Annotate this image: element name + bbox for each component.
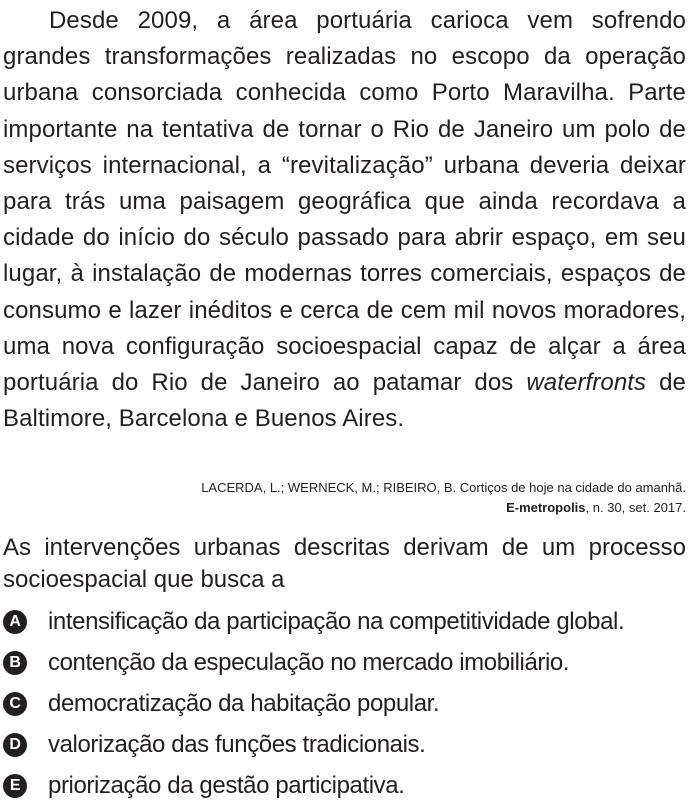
citation-journal: E-metropolis xyxy=(506,500,586,515)
option-b[interactable] xyxy=(3,642,693,683)
option-text: democratização da habitação popular. xyxy=(48,689,440,717)
option-a[interactable] xyxy=(3,601,693,642)
passage-text xyxy=(3,3,686,437)
option-letter-bubble: A xyxy=(3,610,27,634)
passage-ending: de Baltimore, Barcelona e Buenos Aires. xyxy=(3,369,686,433)
option-text: priorização da gestão participativa. xyxy=(48,771,405,799)
option-text: intensificação da participação na competitividade global. xyxy=(48,607,625,635)
option-letter-bubble: B xyxy=(3,651,27,675)
option-c[interactable] xyxy=(3,683,693,724)
option-d[interactable] xyxy=(3,724,693,765)
option-text: valorização das funções tradicionais. xyxy=(48,730,426,758)
option-text: contenção da especulação no mercado imobiliário. xyxy=(48,648,570,676)
citation-journal-line xyxy=(26,498,686,518)
citation-details: , n. 30, set. 2017. xyxy=(585,500,686,515)
option-e[interactable] xyxy=(3,765,693,806)
citation-authors-title: LACERDA, L.; WERNECK, M.; RIBEIRO, B. Cortiços de hoje na cidade do amanhã. xyxy=(201,480,686,495)
answer-options xyxy=(3,601,693,806)
option-letter-bubble: E xyxy=(3,774,27,798)
source-citation xyxy=(26,478,686,518)
passage-body: Desde 2009, a área portuária carioca vem sofrendo grandes transformações realizadas no escopo da operação urbana consorciada conhecida como Porto Maravilha. Parte importante na tentativa de tornar o Rio de Janeiro um polo de serviços internacional, a “revitalização” urbana deveria deixar para trás uma paisagem geográfica que ainda recordava a cidade do início do século passado para abrir espaço, em seu lugar, à instalação de modernas torres comerciais, espaços de consumo e lazer inéditos e cerca de cem mil novos moradores, uma nova configuração socioespacial capaz de alçar a área portuária do Rio de Janeiro ao patamar dos xyxy=(3,7,686,397)
question-stem: As intervenções urbanas descritas derivam de um processo socioespacial que busca a xyxy=(3,534,686,593)
option-letter-bubble: D xyxy=(3,733,27,757)
option-letter-bubble: C xyxy=(3,692,27,716)
passage-italic-term: waterfronts xyxy=(526,369,647,397)
